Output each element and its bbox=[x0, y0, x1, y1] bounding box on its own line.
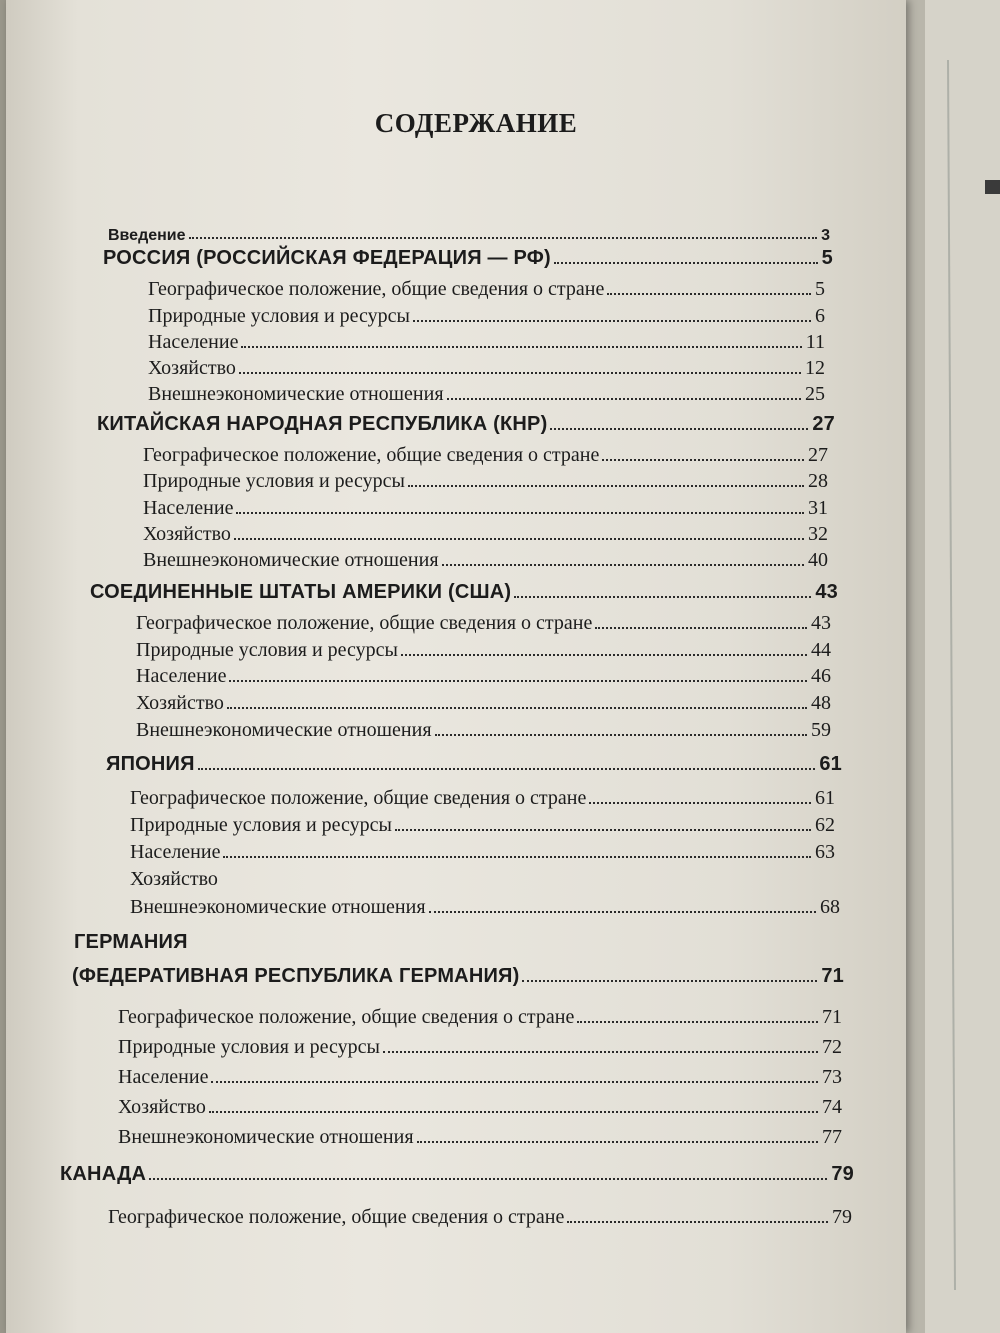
toc-entry-page: 43 bbox=[811, 612, 831, 634]
toc-entry-label: Внешнеэкономические отношения bbox=[148, 383, 444, 405]
leader-dots bbox=[522, 980, 817, 982]
toc-entry-label: Хозяйство bbox=[143, 523, 231, 545]
leader-dots bbox=[602, 459, 804, 461]
toc-entry-page: 3 bbox=[821, 227, 830, 244]
toc-entry-label: Введение bbox=[108, 227, 186, 244]
toc-section-page: 43 bbox=[815, 581, 838, 603]
toc-entry bbox=[136, 716, 831, 742]
leader-dots bbox=[550, 428, 808, 430]
toc-entry-label: Внешнеэкономические отношения bbox=[136, 719, 432, 741]
toc-entry-label: Внешнеэкономические отношения bbox=[130, 896, 426, 918]
leader-dots bbox=[589, 802, 811, 804]
toc-entry bbox=[118, 1123, 842, 1149]
leader-dots bbox=[209, 1111, 818, 1113]
leader-dots bbox=[236, 512, 804, 514]
toc-entry bbox=[143, 546, 828, 572]
toc-entry-label: Население bbox=[118, 1066, 209, 1088]
toc-entry-label: Природные условия и ресурсы bbox=[118, 1036, 380, 1058]
toc-entry-intro bbox=[108, 219, 830, 245]
toc-entry-label: Население bbox=[148, 331, 239, 353]
toc-entry-label: Хозяйство bbox=[136, 692, 224, 714]
leader-dots bbox=[234, 538, 804, 540]
toc-entry bbox=[130, 784, 835, 810]
leader-dots bbox=[383, 1051, 818, 1053]
toc-entry-label: Внешнеэкономические отношения bbox=[118, 1126, 414, 1148]
toc-entry bbox=[118, 1063, 842, 1089]
toc-entry-page: 48 bbox=[811, 692, 831, 714]
toc-entry bbox=[136, 689, 831, 715]
leader-dots bbox=[149, 1178, 827, 1180]
toc-entry-label: Внешнеэкономические отношения bbox=[143, 549, 439, 571]
toc-entry-label: Географическое положение, общие сведения о стране bbox=[148, 278, 605, 300]
leader-dots bbox=[417, 1141, 818, 1143]
toc-entry bbox=[148, 380, 825, 406]
toc-entry bbox=[143, 441, 828, 467]
toc-entry-page: 68 bbox=[820, 896, 840, 918]
toc-entry bbox=[148, 302, 825, 328]
toc-entry-label: Природные условия и ресурсы bbox=[136, 639, 398, 661]
toc-entry-label: Природные условия и ресурсы bbox=[143, 470, 405, 492]
toc-entry bbox=[143, 467, 828, 493]
toc-entry bbox=[148, 354, 825, 380]
toc-section-germany bbox=[72, 962, 844, 988]
leader-dots bbox=[239, 372, 801, 374]
leader-dots bbox=[229, 680, 807, 682]
leader-dots bbox=[435, 734, 807, 736]
leader-dots bbox=[429, 911, 816, 913]
toc-entry-label: Географическое положение, общие сведения о стране bbox=[108, 1206, 565, 1228]
toc-entry bbox=[130, 893, 840, 919]
leader-dots bbox=[447, 398, 801, 400]
toc-entry-page: 77 bbox=[822, 1126, 842, 1148]
toc-entry-page: 44 bbox=[811, 639, 831, 661]
toc-entry-page: 73 bbox=[822, 1066, 842, 1088]
toc-entry-label: Географическое положение, общие сведения о стране bbox=[136, 612, 593, 634]
leader-dots bbox=[408, 485, 804, 487]
toc-entry bbox=[118, 1033, 842, 1059]
toc-entry-page: 5 bbox=[815, 278, 825, 300]
toc-entry-page: 61 bbox=[815, 787, 835, 809]
toc-entry-label: Население bbox=[143, 497, 234, 519]
toc-entry bbox=[130, 838, 835, 864]
toc-section-russia bbox=[103, 244, 833, 270]
toc-entry bbox=[148, 275, 825, 301]
toc-entry-page: 40 bbox=[808, 549, 828, 571]
toc-entry-page: 74 bbox=[822, 1096, 842, 1118]
leader-dots bbox=[595, 627, 807, 629]
toc-entry-label: Географическое положение, общие сведения о стране bbox=[130, 787, 587, 809]
book-page bbox=[6, 0, 906, 1333]
toc-entry-page: 27 bbox=[808, 444, 828, 466]
toc-section-page: 71 bbox=[821, 965, 844, 987]
toc-entry-page: 72 bbox=[822, 1036, 842, 1058]
toc-entry-page: 25 bbox=[805, 383, 825, 405]
toc-entry-label: Население bbox=[136, 665, 227, 687]
toc-entry-page: 79 bbox=[832, 1206, 852, 1228]
leader-dots bbox=[189, 237, 818, 239]
leader-dots bbox=[211, 1081, 818, 1083]
page-title: СОДЕРЖАНИЕ bbox=[374, 108, 578, 138]
toc-section-label: РОССИЯ (РОССИЙСКАЯ ФЕДЕРАЦИЯ — РФ) bbox=[103, 247, 551, 269]
toc-section-label: ЯПОНИЯ bbox=[106, 753, 195, 775]
leader-dots bbox=[223, 856, 811, 858]
toc-section-china bbox=[97, 410, 835, 436]
toc-entry bbox=[143, 494, 828, 520]
leader-dots bbox=[442, 564, 804, 566]
toc-entry-page: 11 bbox=[805, 331, 825, 353]
toc-entry-page: 31 bbox=[808, 497, 828, 519]
toc-section-label: КИТАЙСКАЯ НАРОДНАЯ РЕСПУБЛИКА (КНР) bbox=[97, 413, 548, 435]
toc-entry-label: Природные условия и ресурсы bbox=[148, 305, 410, 327]
toc-entry-page: 32 bbox=[808, 523, 828, 545]
leader-dots bbox=[514, 596, 811, 598]
leader-dots bbox=[554, 262, 818, 264]
toc-entry-label: Хозяйство bbox=[148, 357, 236, 379]
leader-dots bbox=[401, 654, 807, 656]
toc-entry bbox=[136, 662, 831, 688]
toc-entry-label: Географическое положение, общие сведения о стране bbox=[143, 444, 600, 466]
toc-entry-label: Население bbox=[130, 841, 221, 863]
leader-dots bbox=[413, 320, 811, 322]
toc-entry-page: 6 bbox=[815, 305, 825, 327]
toc-entry-page: 12 bbox=[805, 357, 825, 379]
toc-section-canada bbox=[60, 1160, 854, 1186]
toc-entry-page: 28 bbox=[808, 470, 828, 492]
toc-section-usa bbox=[90, 578, 838, 604]
toc-entry-label: Хозяйство bbox=[118, 1096, 206, 1118]
leader-dots bbox=[607, 293, 811, 295]
toc-entry-page: 46 bbox=[811, 665, 831, 687]
toc-section-japan bbox=[106, 750, 842, 776]
toc-entry bbox=[108, 1203, 852, 1229]
toc-entry bbox=[118, 1093, 842, 1119]
toc-section-page: 61 bbox=[819, 753, 842, 775]
leader-dots bbox=[577, 1021, 818, 1023]
toc-section-label: ГЕРМАНИЯ bbox=[74, 931, 188, 953]
toc-entry-label: Хозяйство bbox=[130, 868, 218, 890]
leader-dots bbox=[241, 346, 801, 348]
toc-entry bbox=[118, 1003, 842, 1029]
toc-entry-page: 62 bbox=[815, 814, 835, 836]
toc-section-page: 79 bbox=[831, 1163, 854, 1185]
toc-section-page: 5 bbox=[821, 247, 833, 269]
toc-entry bbox=[143, 520, 828, 546]
toc-entry-page: 63 bbox=[815, 841, 835, 863]
toc-entry-label: Природные условия и ресурсы bbox=[130, 814, 392, 836]
toc-entry bbox=[148, 328, 825, 354]
toc-entry-page: 59 bbox=[811, 719, 831, 741]
toc-entry-page: 71 bbox=[822, 1006, 842, 1028]
toc-entry bbox=[136, 636, 831, 662]
toc-entry bbox=[130, 811, 835, 837]
leader-dots bbox=[198, 768, 816, 770]
toc-section-label: (ФЕДЕРАТИВНАЯ РЕСПУБЛИКА ГЕРМАНИЯ) bbox=[72, 965, 520, 987]
toc-section-label: СОЕДИНЕННЫЕ ШТАТЫ АМЕРИКИ (США) bbox=[90, 581, 512, 603]
toc-section-page: 27 bbox=[812, 413, 835, 435]
toc-section-label: КАНАДА bbox=[60, 1163, 147, 1185]
toc-entry-label: Географическое положение, общие сведения о стране bbox=[118, 1006, 575, 1028]
toc-entry bbox=[136, 609, 831, 635]
leader-dots bbox=[227, 707, 807, 709]
leader-dots bbox=[567, 1221, 828, 1223]
leader-dots bbox=[395, 829, 811, 831]
